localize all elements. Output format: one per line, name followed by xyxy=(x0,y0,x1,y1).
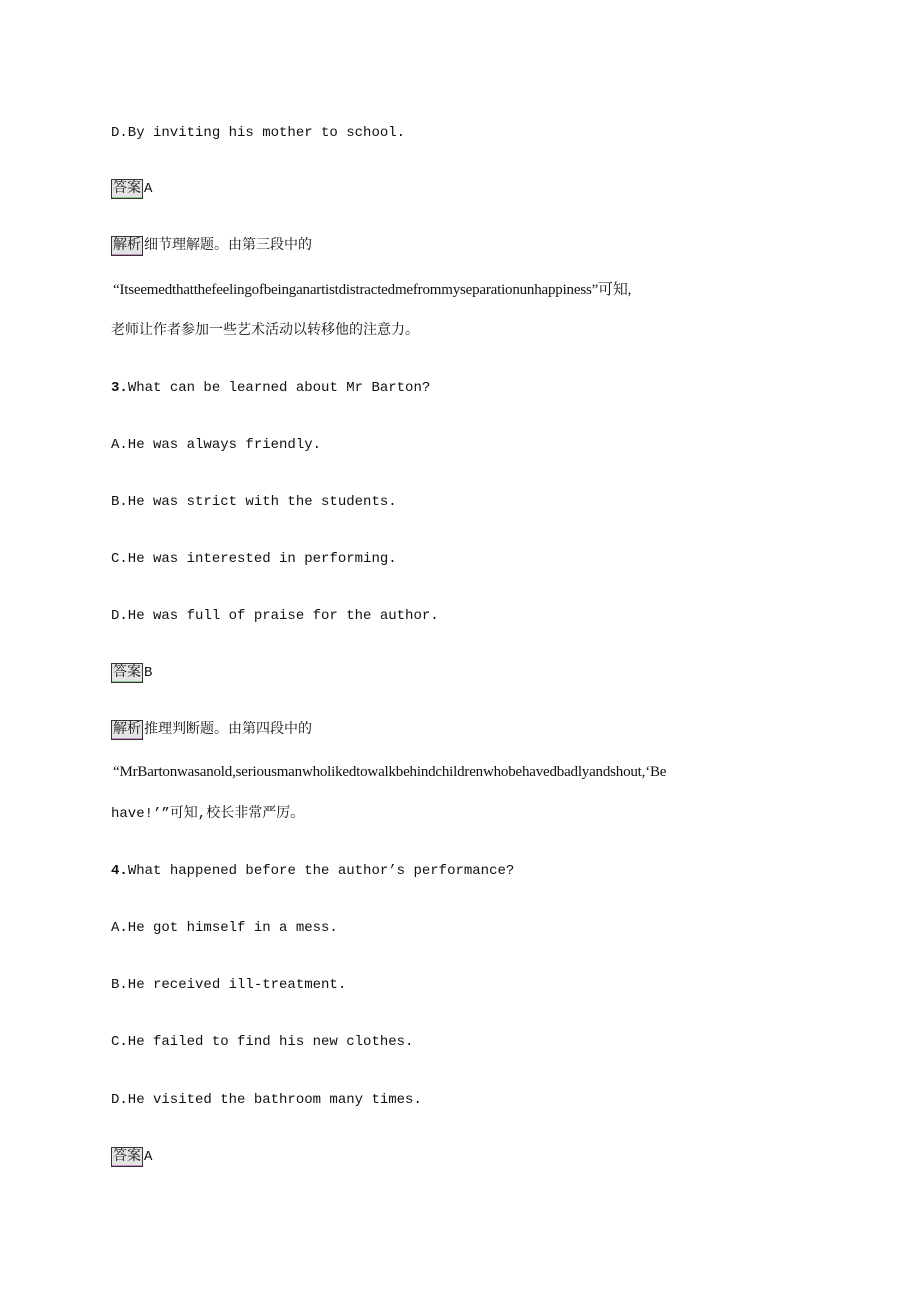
analysis-intro: 细节理解题。由第三段中的 xyxy=(144,238,312,254)
q4-answer xyxy=(111,1147,152,1167)
question-number: 3. xyxy=(111,380,128,396)
answer-tag: 答案 xyxy=(113,1149,141,1165)
q2-option-d: D.By inviting his mother to school. xyxy=(111,125,406,141)
question-text: What happened before the author’s performance? xyxy=(127,863,515,879)
question-text: What can be learned about Mr Barton? xyxy=(127,380,431,396)
q2-analysis xyxy=(111,236,312,256)
q3-analysis-quote: “MrBartonwasanold,seriousmanwholikedtowalkbehindchildrenwhobehavedbadlyandshout,‘Be xyxy=(113,764,667,780)
answer-tag: 答案 xyxy=(113,665,141,681)
answer-value: B xyxy=(144,665,153,681)
q3-answer xyxy=(111,663,152,683)
q3-analysis-quote-cont: have!’”可知,校长非常严厉。 xyxy=(111,806,305,822)
answer-tag: 答案 xyxy=(113,181,141,197)
q3-option-d: D.He was full of praise for the author. xyxy=(111,608,439,624)
q4-option-c: C.He failed to find his new clothes. xyxy=(111,1034,414,1050)
q3-option-c: C.He was interested in performing. xyxy=(111,551,397,567)
q4-option-a: A.He got himself in a mess. xyxy=(111,920,338,936)
q3-option-b: B.He was strict with the students. xyxy=(111,494,397,510)
answer-value: A xyxy=(144,181,153,197)
q4-option-d: D.He visited the bathroom many times. xyxy=(111,1092,422,1108)
analysis-tag: 解析 xyxy=(113,238,141,254)
q3-analysis xyxy=(111,720,312,740)
q2-analysis-conclusion: 老师让作者参加一些艺术活动以转移他的注意力。 xyxy=(111,323,419,339)
analysis-intro: 推理判断题。由第四段中的 xyxy=(144,722,312,738)
analysis-tag: 解析 xyxy=(113,722,141,738)
q3-question xyxy=(111,378,430,398)
q4-option-b: B.He received ill-treatment. xyxy=(111,977,347,993)
answer-value: A xyxy=(144,1149,153,1165)
q2-answer xyxy=(111,179,152,199)
q2-analysis-quote: “Itseemedthatthefeelingofbeinganartistdistractedmefrommyseparationunhappiness”可知, xyxy=(113,282,632,298)
q3-option-a: A.He was always friendly. xyxy=(111,437,322,453)
q4-question xyxy=(111,861,514,881)
question-number: 4. xyxy=(111,863,128,879)
